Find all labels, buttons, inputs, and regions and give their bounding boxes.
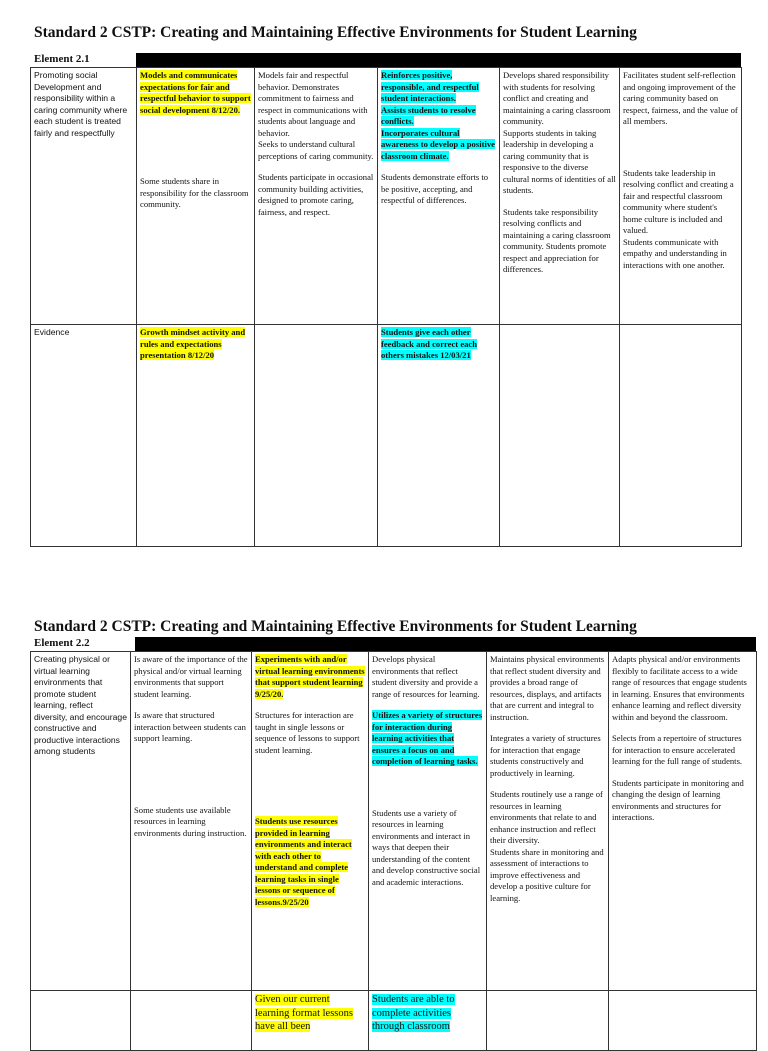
- table-cell: [255, 68, 378, 325]
- table-row: [31, 325, 742, 547]
- evidence-cell: [255, 325, 378, 547]
- table-cell: [131, 652, 252, 991]
- evidence-label: Evidence: [31, 325, 137, 547]
- cell-text: Facilitates student self-reflection and ongoing improvement of the caring community based on respect, fairness, and the value of all members.: [623, 70, 738, 127]
- table-cell: [252, 652, 369, 991]
- cell-text: Is aware that structured interaction between students can support learning.: [134, 710, 246, 744]
- evidence-cell: [252, 991, 369, 1051]
- evidence-cell: [487, 991, 609, 1051]
- evidence-cell: [609, 991, 757, 1051]
- cell-text: Students participate in occasional community building activities, designed to promote caring, fairness, and respect.: [258, 172, 374, 217]
- cell-text: Selects from a repertoire of structures for interaction to ensure accelerated learning for the full range of students.: [612, 733, 743, 767]
- highlighted-text: Utilizes a variety of structures for interaction during learning activities that ensures a focus on and completion of learning tasks.: [372, 710, 483, 767]
- highlighted-text: Given our current learning format lessons have all been: [255, 994, 353, 1033]
- cell-text: Develops physical environments that reflect student diversity and provide a range of resources for learning.: [372, 654, 480, 699]
- highlighted-text: Students are able to complete activities through classroom: [372, 994, 455, 1033]
- table-cell: [137, 68, 255, 325]
- rubric-table: [30, 67, 742, 547]
- evidence-cell: [137, 325, 255, 547]
- table-cell: [369, 652, 487, 991]
- cell-text: Maintains physical environments that reflect student diversity and provides a broad range of resources, displays, and artifacts that are current and integral to instruction.: [490, 654, 605, 722]
- table-header-bar: [136, 53, 741, 67]
- evidence-cell: [131, 991, 252, 1051]
- table-cell: [609, 652, 757, 991]
- highlighted-text: Students use resources provided in learning environments and interact with each other to understand and complete learning tasks in single lessons or sequence of lessons.9/25/20: [255, 816, 352, 907]
- cell-text: Integrates a variety of structures for interaction that engage students constructively and productively in learning.: [490, 733, 601, 778]
- cell-text: Is aware of the importance of the physical and/or virtual learning environments that support student learning.: [134, 654, 248, 699]
- cell-text: Students take responsibility resolving conflicts and maintaining a caring classroom community. Students promote respect and appreciation for differences.: [503, 206, 611, 275]
- table-cell: [487, 652, 609, 991]
- cell-text: Students share in monitoring and assessment of interactions to improve effectiveness and develop a positive culture for learning.: [490, 846, 604, 903]
- row-label: Creating physical or virtual learning environments that promote student learning, reflect diversity, and encourage constructive and productive interactions among students: [31, 652, 131, 991]
- table-cell: [378, 68, 500, 325]
- row-label: Promoting social Development and responsibility within a caring community where each student is treated fairly and respectfully: [31, 68, 137, 325]
- cell-text: Students use a variety of resources in learning environments and interact in ways that deepen their understanding of the content and develop constructive social and academic interactions.: [372, 807, 481, 887]
- cell-text: Structures for interaction are taught in single lessons or sequence of lessons to support student learning.: [255, 710, 360, 755]
- cell-text: Students routinely use a range of resources in learning environments that relate to and enhance instruction and reflect their diversity.: [490, 789, 603, 846]
- highlighted-text: Experiments with and/or virtual learning environments that support student learning 9/25/20.: [255, 654, 365, 699]
- element-label: Element 2.1: [34, 53, 90, 65]
- table-row: [31, 652, 757, 991]
- page-title: Standard 2 CSTP: Creating and Maintaining Effective Environments for Student Learning: [34, 618, 637, 635]
- table-row: [31, 991, 757, 1051]
- element-label: Element 2.2: [34, 637, 90, 649]
- cell-text: Students demonstrate efforts to be positive, accepting, and respectful of differences.: [381, 172, 489, 206]
- cell-text: Some students share in responsibility for the classroom community.: [140, 176, 249, 210]
- cell-text: Supports students in taking leadership in developing a caring community that is responsive to the diverse cultural norms of identities of all students.: [503, 127, 616, 196]
- evidence-cell: [378, 325, 500, 547]
- cell-text: Students take leadership in resolving conflict and creating a fair and respectful classroom community where student's home culture is included and valued.: [623, 167, 734, 236]
- rubric-table: [30, 651, 757, 1051]
- evidence-cell: [500, 325, 620, 547]
- page-title: Standard 2 CSTP: Creating and Maintaining Effective Environments for Student Learning: [34, 24, 637, 41]
- table-cell: [620, 68, 742, 325]
- highlighted-text: Assists students to resolve conflicts.: [381, 104, 476, 127]
- highlighted-text: Reinforces positive, responsible, and respectful student interactions.: [381, 70, 479, 104]
- cell-text: Adapts physical and/or environments flexibly to facilitate access to a wide range of resources that engage students in learning. Ensures that environments enhance learning and reflect diversity within and beyond the classroom.: [612, 654, 747, 722]
- highlighted-text: Incorporates cultural awareness to develop a positive classroom climate.: [381, 127, 495, 161]
- table-cell: [500, 68, 620, 325]
- cell-text: Models fair and respectful behavior. Demonstrates commitment to fairness and respect in communications with students about language and behavior.: [258, 70, 368, 138]
- evidence-cell: [369, 991, 487, 1051]
- cell-text: Some students use available resources in learning environments during instruction.: [134, 804, 247, 838]
- cell-text: Students communicate with empathy and understanding in interactions with one another.: [623, 236, 727, 270]
- highlighted-text: Students give each other feedback and correct each others mistakes 12/03/21: [381, 327, 478, 361]
- cell-text: Seeks to understand cultural perceptions of caring community.: [258, 139, 374, 161]
- evidence-cell: [620, 325, 742, 547]
- cell-text: Students participate in monitoring and changing the design of learning environments and structures for interactions.: [612, 777, 744, 823]
- highlighted-text: Models and communicates expectations for fair and respectful behavior to support social development 8/12/20.: [140, 70, 251, 115]
- table-row: [31, 68, 742, 325]
- highlighted-text: Growth mindset activity and rules and expectations presentation 8/12/20: [140, 327, 246, 361]
- cell-text: Develops shared responsibility with students for resolving conflict and creating and maintaining a caring classroom community.: [503, 70, 611, 127]
- evidence-cell: [31, 991, 131, 1051]
- table-header-bar: [135, 637, 756, 651]
